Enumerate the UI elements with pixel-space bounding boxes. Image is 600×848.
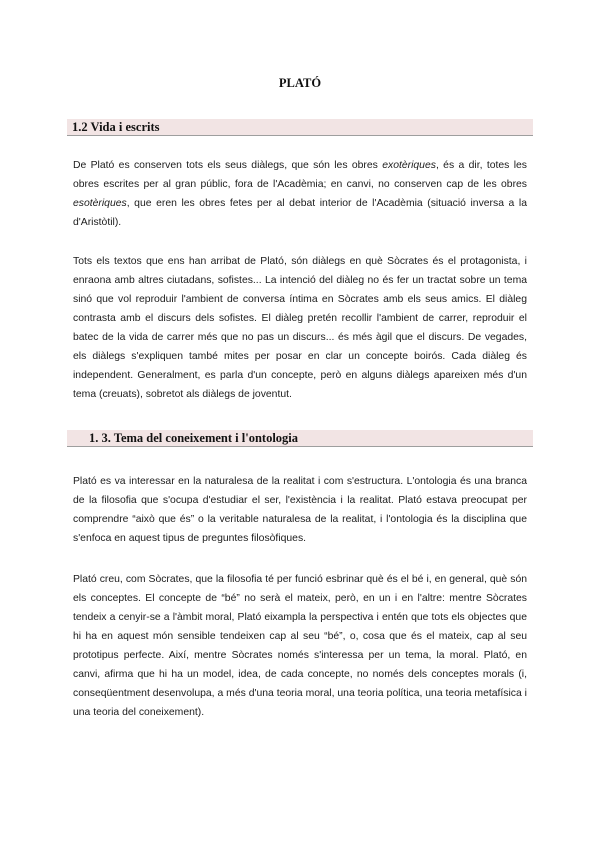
section-heading-vida-escrits: 1.2 Vida i escrits <box>67 119 533 136</box>
section-heading-coneixement-ontologia: 1. 3. Tema del coneixement i l'ontologia <box>67 430 533 447</box>
paragraph-concepte-be: Plató creu, com Sòcrates, que la filosofia té per funció esbrinar què és el bé i, en general, què són els conceptes. El concepte de “bé” no serà el mateix, però, en un i en l'altre: mentre Sòcrates tendeix a cenyir-se a l'àmbit moral, Plató eixampla la perspectiva i entén que tots els objectes que hi ha en aquest món sensible tendeixen cap al seu “bé”, o, cosa que és el mateix, cap al seu prototipus perfecte. Així, mentre Sòcrates només s'interessa per un tema, la moral. Plató, en canvi, afirma que hi ha un model, idea, de cada concepte, no només dels conceptes morals (i, conseqüentment desenvolupa, a més d'una teoria moral, una teoria política, una teoria metafísica i una teoria del coneixement). <box>73 574 527 718</box>
paragraph-dialegs: Tots els textos que ens han arribat de Plató, són diàlegs en què Sòcrates és el protagonista, i enraona amb altres ciutadans, sofistes... La intenció del diàleg no és fer un tractat sobre un tema sinó que vol reproduir l'ambient de conversa íntima en Sòcrates amb els seus amics. El diàleg contrasta amb el discurs dels sofistes. El diàleg pretén recollir l'ambient de carrer, reproduir el batec de la vida de carrer més que no pas un discurs... és més àgil que el discurs. De vegades, els diàlegs s'expliquen també mites per posar en clar un concepte boirós. Cada diàleg és independent. Generalment, es parla d'un concepte, però en alguns diàlegs apareixen més d'un tema (creuats), sobretot als diàlegs de joventut. <box>73 256 527 400</box>
paragraph-obres <box>73 156 527 232</box>
paragraph-text: , és a dir, totes les obres escrites per al gran públic, fora de l'Acadèmia; en canvi, no conserven cap de les obres <box>73 160 527 190</box>
italic-term-exoteriques: exotèriques <box>382 160 436 171</box>
paragraph-text: , que eren les obres fetes per al debat interior de l'Acadèmia (situació inversa a la d'Aristòtil). <box>73 198 527 228</box>
italic-term-esoteriques: esotèriques <box>73 198 127 209</box>
paragraph-ontologia: Plató es va interessar en la naturalesa de la realitat i com s'estructura. L'ontologia és una branca de la filosofia que s'ocupa d'estudiar el ser, l'existència i la realitat. Plató estava preocupat per comprendre “això que és” o la veritable naturalesa de la realitat, i l'ontologia és la disciplina que s'enfoca en aquest tipus de preguntes filosòfiques. <box>73 476 527 544</box>
paragraph-text: De Plató es conserven tots els seus diàlegs, que són les obres <box>73 160 383 171</box>
document-title: PLATÓ <box>278 76 322 90</box>
